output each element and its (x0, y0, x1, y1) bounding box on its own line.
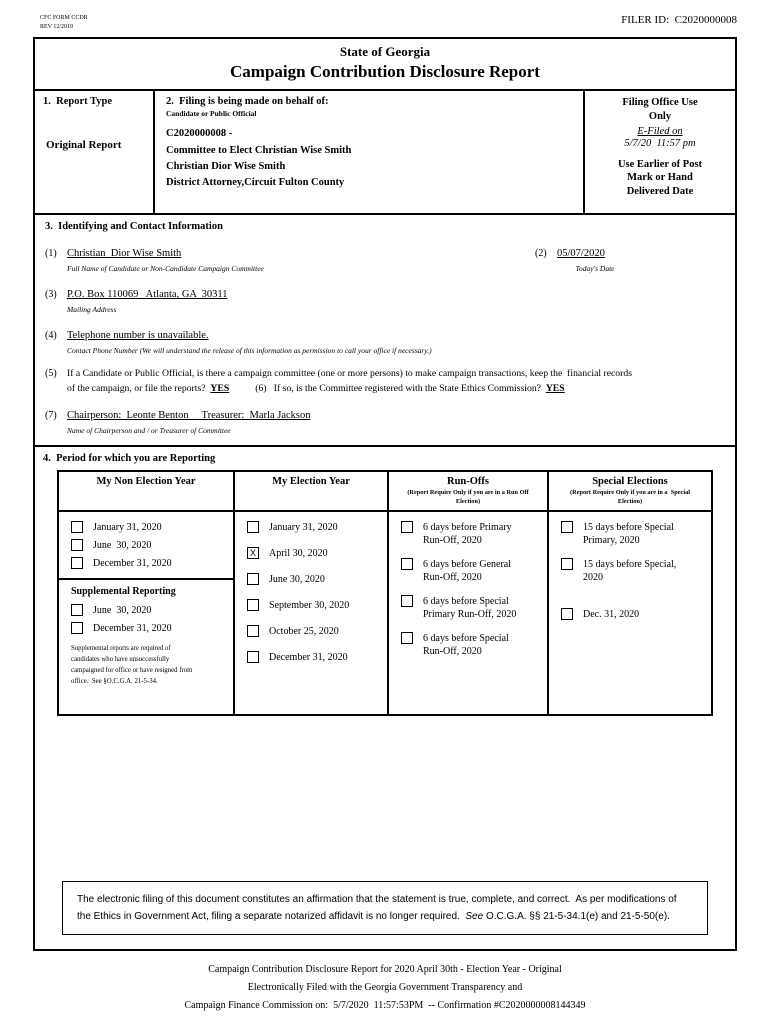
checkbox[interactable] (247, 573, 259, 585)
checkbox[interactable] (401, 595, 413, 607)
special-elections-column (549, 472, 711, 714)
checkbox-row (71, 622, 227, 635)
phone-caption: Contact Phone Number (We will understand the release of this information as permission to call your office if necessary.) (67, 346, 432, 356)
checkbox[interactable] (247, 651, 259, 663)
report-type-cell (35, 91, 155, 213)
item2-number: (2) (535, 248, 547, 260)
todays-date-item (535, 243, 725, 273)
filing-behalf-cell (155, 91, 585, 213)
runoffs-header (389, 472, 547, 512)
checkbox-label: December 31, 2020 (93, 558, 172, 570)
title-block (35, 39, 735, 91)
checkbox[interactable] (401, 558, 413, 570)
checkbox[interactable] (561, 558, 573, 570)
efiled-datetime: 5/7/20 11:57 pm (624, 137, 696, 149)
item3-number: (3) (45, 289, 57, 301)
checkbox-label: 6 days before Primary Run-Off, 2020 (423, 522, 515, 547)
filer-detail-line: District Attorney,Circuit Fulton County (166, 177, 345, 189)
runoffs-column (389, 472, 549, 714)
officers-value: Chairperson: Leonte Benton Treasurer: Marla Jackson (67, 410, 311, 422)
mailing-address-item (45, 284, 725, 314)
checkbox[interactable] (247, 625, 259, 637)
supplemental-reporting-title: Supplemental Reporting (71, 586, 176, 598)
non-election-year-column (59, 472, 235, 714)
officers-caption: Name of Chairperson and / or Treasurer of Committee (67, 426, 231, 436)
footer-line2: Electronically Filed with the Georgia Government Transparency and (247, 982, 523, 994)
checkbox-label: 6 days before Special Primary Run-Off, 2020 (423, 596, 517, 621)
report-type-heading: 1. Report Type (43, 96, 113, 108)
checkbox-row (561, 558, 705, 584)
footer-line1: Campaign Contribution Disclosure Report for 2020 April 30th - Election Year - Original (208, 964, 562, 976)
non-election-year-title: My Non Election Year (96, 476, 196, 488)
item1-number: (1) (45, 248, 57, 260)
candidate-name-caption: Full Name of Candidate or Non-Candidate Campaign Committee (67, 264, 264, 274)
mailing-address-value: P.O. Box 110069 Atlanta, GA 30311 (67, 289, 228, 301)
special-elections-title: Special Elections (592, 476, 668, 488)
filing-behalf-heading: 2. Filing is being made on behalf of: (166, 96, 329, 108)
checkbox-row (401, 632, 541, 658)
checkbox-row (71, 604, 227, 617)
form-main-box (33, 37, 737, 951)
checkbox[interactable]: X (247, 547, 259, 559)
checkbox-row (247, 625, 381, 638)
question5-text1: If a Candidate or Public Official, is there a campaign committee (one or more persons) to make campaign transactions, keep the financial records (67, 368, 632, 380)
checkbox-label: June 30, 2020 (269, 574, 325, 586)
committee-questions (45, 368, 725, 394)
supplemental-checkbox-list (71, 604, 227, 635)
checkbox-label: June 30, 2020 (93, 605, 152, 617)
checkbox-row (561, 608, 705, 621)
checkbox[interactable] (401, 632, 413, 644)
candidate-name-item (45, 243, 535, 273)
todays-date-caption: Today's Date (575, 264, 615, 274)
question5-line2 (67, 383, 725, 394)
checkbox-row (247, 651, 381, 664)
item4-number: (4) (45, 330, 57, 342)
special-elections-header (549, 472, 711, 512)
filing-office-cell (585, 91, 735, 213)
checkbox[interactable] (561, 521, 573, 533)
officers-item (45, 405, 725, 435)
question5-text2: of the campaign, or file the reports? (67, 383, 211, 395)
reporting-period-table (57, 470, 713, 716)
checkbox[interactable] (401, 521, 413, 533)
phone-value: Telephone number is unavailable. (67, 330, 209, 342)
special-elections-body (549, 512, 711, 714)
filer-details (166, 126, 575, 191)
affirmation-text-2: O.C.G.A. §§ 21-5-34.1(e) and 21-5-50(e). (483, 911, 670, 923)
affirmation-box (62, 881, 708, 935)
checkbox-label: June 30, 2020 (93, 540, 152, 552)
election-year-column (235, 472, 389, 714)
efiled-label: E-Filed on (637, 125, 683, 137)
checkbox-row (71, 539, 227, 552)
filing-office-heading: Filing Office Use Only (622, 97, 701, 122)
supplemental-note: Supplemental reports are required of candidates who have unsuccessfully campaigned for office or have resigned from office. See §O.C.G.A. 21-5-34. (71, 645, 195, 685)
checkbox-label: January 31, 2020 (269, 522, 338, 534)
name-and-date-row (45, 243, 725, 273)
checkbox-label: 6 days before General Run-Off, 2020 (423, 559, 514, 584)
candidate-name-value: Christian Dior Wise Smith (67, 248, 182, 260)
phone-item (45, 325, 725, 355)
form-code-line1: CFC FORM CCDR (40, 15, 88, 21)
affirmation-see: See (465, 911, 484, 923)
checkbox-row (401, 595, 541, 621)
supplemental-divider (59, 578, 233, 580)
report-title: Campaign Contribution Disclosure Report (230, 62, 540, 82)
runoffs-title: Run-Offs (446, 476, 489, 488)
affirmation-text-1: The electronic filing of this document constitutes an affirmation that the statement is true, complete, and correct. As per modifications of the Ethics in Government Act, filing a separate notarized affidavit is no longer required. (77, 894, 680, 923)
question5-line1 (45, 368, 725, 379)
checkbox-label: 15 days before Special, 2020 (583, 559, 679, 584)
checkbox-label: 15 days before Special Primary, 2020 (583, 522, 677, 547)
header-info-row (35, 91, 735, 215)
postmark-note: Use Earlier of Post Mark or Hand Delivered Date (617, 158, 705, 197)
state-title: State of Georgia (339, 44, 431, 60)
filer-detail-line: Committee to Elect Christian Wise Smith (166, 144, 352, 156)
item7-number: (7) (45, 410, 57, 422)
checkbox[interactable] (71, 557, 83, 569)
question6-text: (6) If so, is the Committee registered with the State Ethics Commission? (255, 383, 546, 395)
checkbox-label: December 31, 2020 (269, 652, 348, 664)
form-code-line2: REV 12/2019 (40, 23, 74, 30)
checkbox[interactable] (561, 608, 573, 620)
checkbox[interactable] (247, 521, 259, 533)
form-code (40, 14, 88, 31)
reporting-period-section (35, 447, 735, 949)
top-strip (0, 0, 770, 37)
filing-behalf-subheading: Candidate or Public Official (166, 109, 257, 119)
todays-date-value: 05/07/2020 (557, 248, 605, 260)
efiling-footer (0, 961, 770, 1015)
section3-heading: 3. Identifying and Contact Information (45, 221, 223, 233)
election-year-title: My Election Year (272, 476, 350, 488)
checkbox-label: April 30, 2020 (269, 548, 328, 560)
identifying-contact-section (35, 215, 735, 447)
question6-answer: YES (545, 383, 565, 395)
blank-space (35, 716, 735, 881)
special-elections-subtitle: (Report Require Only if you are in a Special Election) (570, 489, 692, 505)
checkbox-row (71, 521, 227, 534)
checkbox-label: January 31, 2020 (93, 522, 162, 534)
non-election-year-header (59, 472, 233, 512)
filer-detail-line: Christian Dior Wise Smith (166, 160, 286, 172)
checkbox-row (561, 521, 705, 547)
report-type-value: Original Report (46, 139, 122, 152)
checkbox[interactable] (71, 604, 83, 616)
checkbox[interactable] (71, 539, 83, 551)
checkbox-row (247, 547, 381, 560)
filer-detail-line: C2020000008 - (166, 128, 233, 140)
checkbox-label: 6 days before Special Run-Off, 2020 (423, 633, 512, 658)
checkbox-row (247, 599, 381, 612)
checkbox[interactable] (71, 521, 83, 533)
question5-answer: YES (210, 383, 230, 395)
election-checkbox-list (247, 521, 381, 664)
checkbox-label: Dec. 31, 2020 (583, 609, 640, 621)
checkbox-row (401, 558, 541, 584)
checkbox-row (401, 521, 541, 547)
checkbox-label: December 31, 2020 (93, 623, 172, 635)
footer-line3: Campaign Finance Commission on: 5/7/2020 11:57:53PM -- Confirmation #C2020000008144349 (184, 1000, 586, 1012)
runoffs-checkbox-list (401, 521, 541, 658)
runoffs-body (389, 512, 547, 714)
checkbox-row (71, 557, 227, 570)
checkbox-label: September 30, 2020 (269, 600, 350, 612)
election-year-body (235, 512, 387, 714)
filer-id: FILER ID: C2020000008 (621, 14, 737, 26)
election-year-header (235, 472, 387, 512)
checkbox-label: October 25, 2020 (269, 626, 339, 638)
checkbox[interactable] (71, 622, 83, 634)
special-checkbox-list (561, 521, 705, 621)
mailing-address-caption: Mailing Address (67, 305, 117, 315)
non-election-checkbox-list (71, 521, 227, 570)
runoffs-subtitle: (Report Require Only if you are in a Run Off Election) (407, 489, 531, 505)
checkbox-row (247, 573, 381, 586)
section4-heading: 4. Period for which you are Reporting (43, 453, 216, 465)
checkbox-row (247, 521, 381, 534)
checkbox[interactable] (247, 599, 259, 611)
item5-number: (5) (45, 368, 57, 380)
non-election-year-body (59, 512, 233, 714)
